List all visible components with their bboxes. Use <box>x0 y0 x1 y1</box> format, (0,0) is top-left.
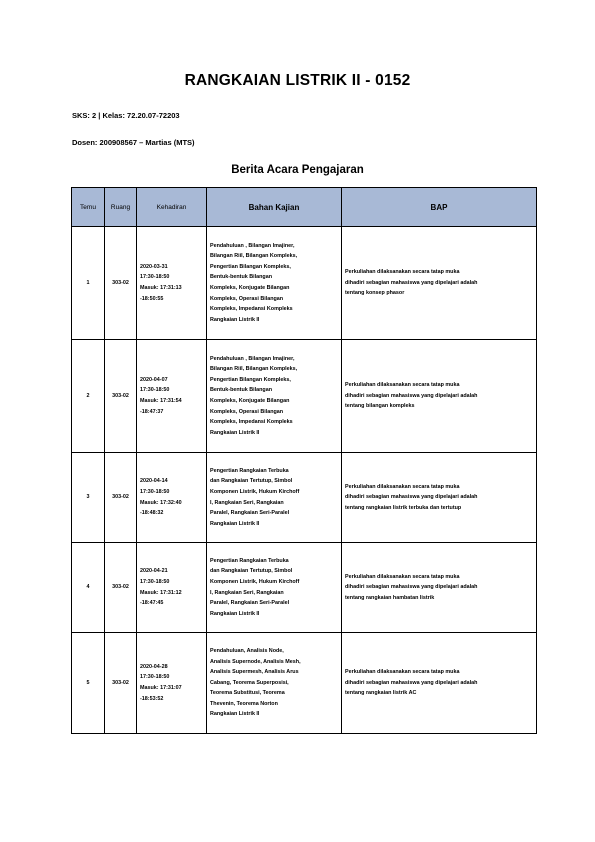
kehadiran-date: 2020-04-28 <box>140 663 168 670</box>
bap-line: tentang rangkaian hambatan listrik <box>345 594 435 601</box>
bahan-line: Pengertian Bilangan Kompleks, <box>210 376 291 383</box>
cell-bap <box>342 227 537 340</box>
bahan-line: Rangkaian Listrik II <box>210 316 260 323</box>
bap-line: tentang bilangan kompleks <box>345 403 415 410</box>
bahan-line: Pendahuluan, Analisis Node, <box>210 647 284 654</box>
table-row <box>72 340 537 453</box>
bap-line: Perkuliahan dilaksanakan secara tatap muka <box>345 573 460 580</box>
kehadiran-keluar: -18:47:45 <box>140 600 164 607</box>
bahan-line: Kompleks, Konjugate Bilangan <box>210 285 290 291</box>
cell-kehadiran <box>137 227 207 340</box>
kehadiran-time: 17:30-18:50 <box>140 488 170 495</box>
bap-line: dihadiri sebagian mahasiswa yang dipelajari adalah <box>345 392 478 399</box>
bahan-line: Kompleks, Impedansi Kompleks <box>210 419 293 426</box>
bahan-line: Komponen Listrik, Hukum Kirchoff <box>210 578 300 585</box>
kehadiran-time: 17:30-18:50 <box>140 578 170 585</box>
bahan-line: Bentuk-bentuk Bilangan <box>210 274 272 281</box>
bahan-line: Kompleks, Operasi Bilangan <box>210 295 284 302</box>
kehadiran-time: 17:30-18:50 <box>140 274 170 281</box>
header-ruang: Ruang <box>105 188 137 227</box>
bahan-line: Rangkaian Listrik II <box>210 711 260 718</box>
bahan-line: Rangkaian Listrik II <box>210 520 260 527</box>
cell-kehadiran <box>137 453 207 543</box>
cell-ruang: 303-02 <box>105 543 137 633</box>
bahan-line: I, Rangkaian Seri, Rangkaian <box>210 589 284 596</box>
cell-bahan-kajian <box>207 453 342 543</box>
course-info: SKS: 2 | Kelas: 72.20.07-72203 <box>72 111 180 120</box>
bap-line: dihadiri sebagian mahasiswa yang dipelajari adalah <box>345 494 478 501</box>
kehadiran-keluar: -18:48:32 <box>140 510 164 517</box>
cell-bahan-kajian <box>207 340 342 453</box>
kehadiran-date: 2020-04-21 <box>140 568 168 575</box>
bap-line: dihadiri sebagian mahasiswa yang dipelajari adalah <box>345 679 478 686</box>
cell-ruang: 303-02 <box>105 633 137 734</box>
table-row <box>72 227 537 340</box>
section-title: Berita Acara Pengajaran <box>231 164 364 176</box>
kehadiran-time: 17:30-18:50 <box>140 674 170 681</box>
cell-bahan-kajian <box>207 633 342 734</box>
page-title: RANGKAIAN LISTRIK II - 0152 <box>184 72 411 89</box>
bahan-line: I, Rangkaian Seri, Rangkaian <box>210 499 284 506</box>
cell-kehadiran <box>137 633 207 734</box>
kehadiran-masuk: Masuk: 17:31:07 <box>140 685 182 691</box>
kehadiran-keluar: -18:50:55 <box>140 295 164 302</box>
bahan-line: dan Rangkaian Tertutup, Simbol <box>210 478 293 485</box>
kehadiran-masuk: Masuk: 17:31:13 <box>140 285 182 291</box>
cell-bap <box>342 543 537 633</box>
cell-ruang: 303-02 <box>105 340 137 453</box>
bahan-line: Rangkaian Listrik II <box>210 610 260 617</box>
bahan-line: dan Rangkaian Tertutup, Simbol <box>210 568 293 575</box>
bahan-line: Paralel, Rangkaian Seri-Paralel <box>210 600 290 607</box>
cell-temu: 4 <box>72 543 105 633</box>
kehadiran-keluar: -18:53:52 <box>140 695 164 702</box>
cell-temu: 2 <box>72 340 105 453</box>
bahan-line: Analisis Supermesh, Analisis Arus <box>210 669 299 676</box>
cell-ruang: 303-02 <box>105 227 137 340</box>
bahan-line: Pengertian Rangkaian Terbuka <box>210 467 289 474</box>
bahan-line: Pendahuluan , Bilangan Imajiner, <box>210 242 295 249</box>
bahan-line: Kompleks, Impedansi Kompleks <box>210 306 293 313</box>
cell-bahan-kajian <box>207 227 342 340</box>
bap-line: tentang konsep phasor <box>345 290 405 297</box>
bahan-line: Komponen Listrik, Hukum Kirchoff <box>210 488 300 495</box>
cell-kehadiran <box>137 340 207 453</box>
header-temu: Temu <box>72 188 105 227</box>
kehadiran-masuk: Masuk: 17:31:12 <box>140 589 182 596</box>
cell-bap <box>342 633 537 734</box>
cell-bap <box>342 453 537 543</box>
header-bahan-kajian: Bahan Kajian <box>207 188 342 227</box>
header-kehadiran: Kehadiran <box>137 188 207 227</box>
table-row <box>72 453 537 543</box>
cell-kehadiran <box>137 543 207 633</box>
bap-line: Perkuliahan dilaksanakan secara tatap muka <box>345 269 460 276</box>
bahan-line: Kompleks, Konjugate Bilangan <box>210 398 290 404</box>
table-row <box>72 633 537 734</box>
bap-line: tentang rangkaian listrik AC <box>345 690 417 697</box>
cell-ruang: 303-02 <box>105 453 137 543</box>
kehadiran-masuk: Masuk: 17:31:54 <box>140 398 182 404</box>
bap-line: dihadiri sebagian mahasiswa yang dipelajari adalah <box>345 279 478 286</box>
bahan-line: Pengertian Rangkaian Terbuka <box>210 557 289 564</box>
header-bap: BAP <box>342 188 537 227</box>
bahan-line: Bentuk-bentuk Bilangan <box>210 387 272 394</box>
table-row <box>72 543 537 633</box>
bap-line: Perkuliahan dilaksanakan secara tatap muka <box>345 483 460 490</box>
kehadiran-date: 2020-04-14 <box>140 478 168 485</box>
cell-bap <box>342 340 537 453</box>
cell-bahan-kajian <box>207 543 342 633</box>
cell-temu: 5 <box>72 633 105 734</box>
kehadiran-time: 17:30-18:50 <box>140 387 170 394</box>
lecturer-info: Dosen: 200908567 – Martias (MTS) <box>72 138 195 147</box>
kehadiran-date: 2020-03-31 <box>140 263 168 270</box>
bahan-line: Bilangan Riil, Bilangan Kompleks, <box>210 366 298 373</box>
kehadiran-masuk: Masuk: 17:32:40 <box>140 499 182 506</box>
bahan-line: Cabang, Teorema Superposisi, <box>210 679 289 686</box>
bahan-line: Pendahuluan , Bilangan Imajiner, <box>210 355 295 362</box>
bahan-line: Teorema Substitusi, Teorema <box>210 690 285 697</box>
kehadiran-date: 2020-04-07 <box>140 376 168 383</box>
bap-line: tentang rangkaian listrik terbuka dan tertutup <box>345 504 462 511</box>
bahan-line: Thevenin, Teorema Norton <box>210 700 278 707</box>
bap-table <box>71 187 537 734</box>
bahan-line: Pengertian Bilangan Kompleks, <box>210 263 291 270</box>
bahan-line: Bilangan Riil, Bilangan Kompleks, <box>210 253 298 260</box>
table-header-row <box>72 188 537 227</box>
bap-line: Perkuliahan dilaksanakan secara tatap muka <box>345 669 460 676</box>
bahan-line: Kompleks, Operasi Bilangan <box>210 408 284 415</box>
bap-line: dihadiri sebagian mahasiswa yang dipelajari adalah <box>345 584 478 591</box>
bap-line: Perkuliahan dilaksanakan secara tatap muka <box>345 382 460 389</box>
cell-temu: 1 <box>72 227 105 340</box>
bahan-line: Rangkaian Listrik II <box>210 429 260 436</box>
bahan-line: Paralel, Rangkaian Seri-Paralel <box>210 510 290 517</box>
cell-temu: 3 <box>72 453 105 543</box>
kehadiran-keluar: -18:47:37 <box>140 408 164 415</box>
bahan-line: Analisis Supernode, Analisis Mesh, <box>210 658 301 665</box>
